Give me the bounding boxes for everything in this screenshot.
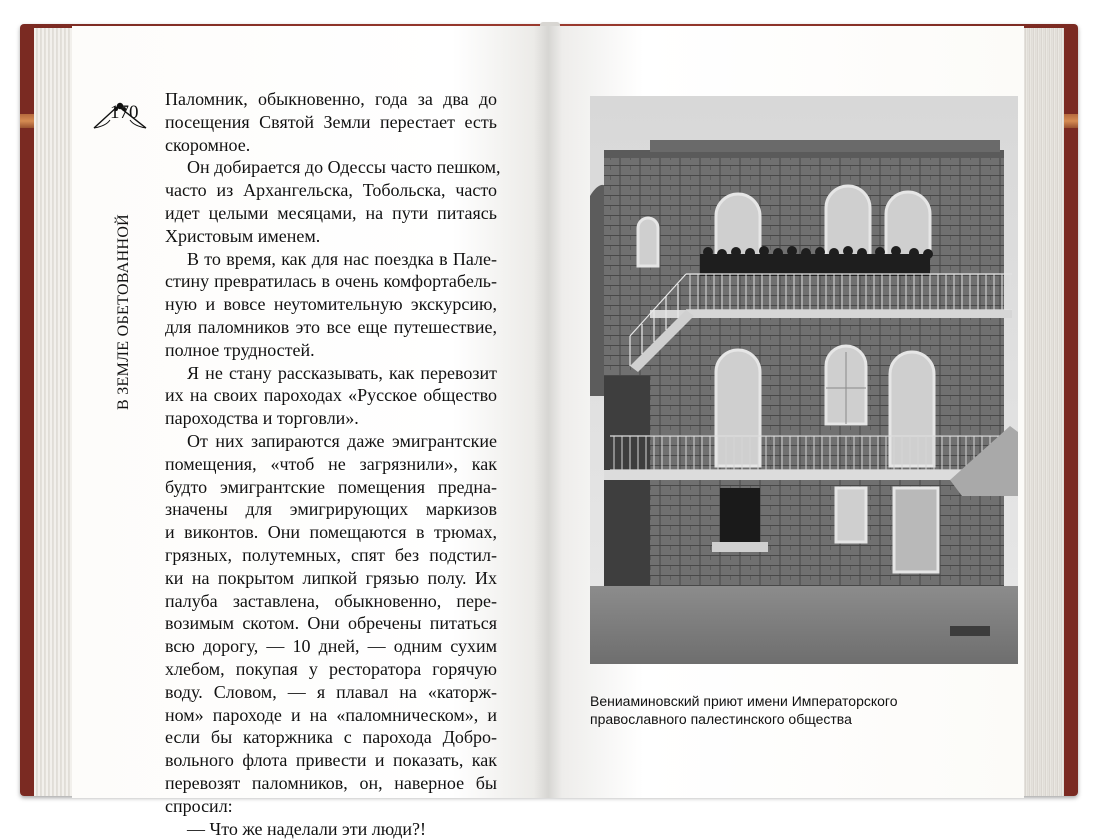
page-edges-left — [34, 28, 74, 796]
text-line: посещения Святой Земли перестает есть — [165, 111, 497, 134]
text-line: ную и вовсе неутомительную экскурсию, — [165, 293, 497, 316]
text-line: воду. Словом, — я плавал на «каторж- — [165, 681, 497, 704]
text-line: их на своих пароходах «Русское общество — [165, 384, 497, 407]
text-line: значены для эмигрирующих маркизов — [165, 498, 497, 521]
running-title: В ЗЕМЛЕ ОБЕТОВАННОЙ — [115, 214, 133, 410]
text-line: часто из Архангельска, Тобольска, часто — [165, 179, 497, 202]
text-line: и виконтов. Они помещаются в трюмах, — [165, 521, 497, 544]
text-line: полное трудностей. — [165, 339, 497, 362]
body-text — [165, 88, 497, 840]
text-line: перевозят паломников, он, наверное бы — [165, 772, 497, 795]
caption-line: православного палестинского общества — [590, 710, 1020, 728]
text-line: хлебом, покупая у ресторатора горячую — [165, 658, 497, 681]
text-line: Он добирается до Одессы часто пешком, — [165, 156, 497, 179]
text-line: — Что же наделали эти люди?! — [165, 818, 497, 840]
text-line: Паломник, обыкновенно, года за два до — [165, 88, 497, 111]
text-line: идет целыми месяцами, на пути питаясь — [165, 202, 497, 225]
text-line: От них запираются даже эмигрантские — [165, 430, 497, 453]
text-line: ки на покрытом липкой грязью полу. Их — [165, 567, 497, 590]
text-line: грязных, полутемных, спят без подстил- — [165, 544, 497, 567]
text-line: палуба заставлена, обыкновенно, пере- — [165, 590, 497, 613]
text-line: возимым скотом. Они обречены питаться — [165, 612, 497, 635]
text-line: всю дорогу, — 10 дней, — одним сухим — [165, 635, 497, 658]
building-photo — [590, 96, 1018, 664]
caption-line: Вениаминовский приют имени Императорского — [590, 692, 1020, 710]
page-edges-right — [1020, 28, 1064, 796]
text-line: В то время, как для нас поездка в Пале- — [165, 248, 497, 271]
text-line: скоромное. — [165, 134, 497, 157]
text-line: для паломников это все еще путешествие, — [165, 316, 497, 339]
text-line: будто эмигрантские помещения предна- — [165, 476, 497, 499]
text-line: Христовым именем. — [165, 225, 497, 248]
text-line: если бы каторжника с парохода Добро- — [165, 726, 497, 749]
text-line: Я не стану рассказывать, как перевозит — [165, 362, 497, 385]
text-line: пароходства и торговли». — [165, 407, 497, 430]
photo-caption — [590, 692, 1020, 728]
text-line: ном» пароходе и на «паломническом», и — [165, 704, 497, 727]
text-line: спросил: — [165, 795, 497, 818]
text-line: стину превратилась в очень комфортабель- — [165, 270, 497, 293]
text-line: вольного флота привести и показать, как — [165, 749, 497, 772]
page-number: 170 — [110, 102, 150, 124]
text-line: помещения, «чтоб не загрязнили», как — [165, 453, 497, 476]
